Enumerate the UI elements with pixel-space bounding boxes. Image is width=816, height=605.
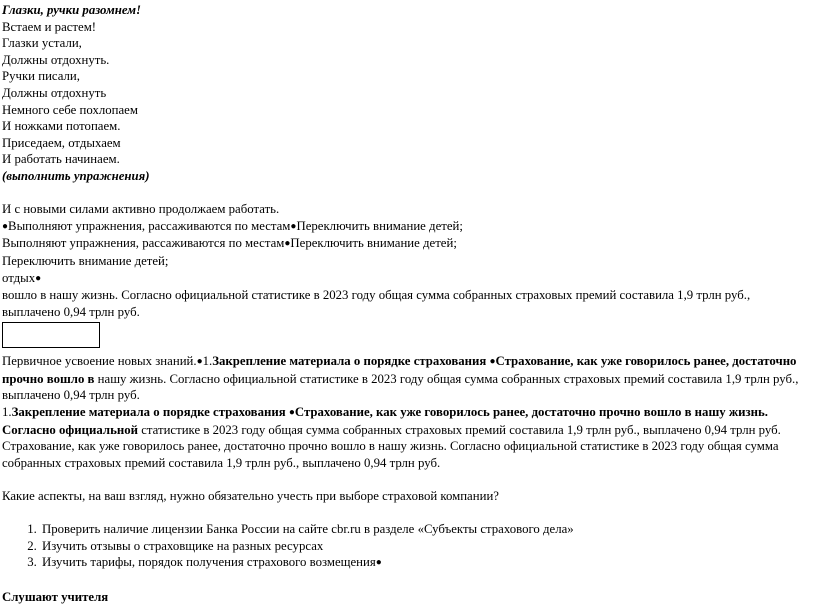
blank-line: [2, 572, 810, 589]
primary-paragraph: [2, 353, 810, 404]
list-item-text: Изучить тарифы, порядок получения страхового возмещения: [42, 555, 376, 570]
poem-line: Немного себе похлопаем: [2, 102, 138, 117]
blank-line: [2, 185, 810, 202]
poem-line: И работать начинаем.: [2, 152, 120, 167]
bullet-icon: ●: [196, 356, 203, 368]
mixed-text-a: Выполняют упражнения, рассаживаются по местам: [2, 236, 285, 251]
poem-line: Приседаем, отдыхаем: [2, 135, 121, 150]
blank-line: [2, 471, 810, 488]
list-item: [40, 554, 810, 572]
consolidation-num: 1.: [2, 405, 12, 420]
bullet-icon: ●: [375, 557, 382, 569]
consolidation-bold-1: Закрепление материала о порядке страхования: [11, 405, 289, 420]
listen-teacher: Слушают учителя: [2, 589, 109, 604]
consolidation-paragraph: [2, 404, 810, 438]
poem-title: Глазки, ручки разомнем!: [2, 3, 141, 17]
question-text: Какие аспекты, на ваш взгляд, нужно обязательно учесть при выборе страховой компании?: [2, 489, 499, 504]
primary-intro: Первичное усвоение новых знаний.: [2, 354, 197, 369]
fragment-paragraph: вошло в нашу жизнь. Согласно официальной статистике в 2023 году общая сумма собранных страховых премий составила 1,9 трлн руб., выплачено 0,94 трлн руб.: [2, 288, 751, 319]
empty-frame-box: [2, 322, 100, 348]
poem-line: Должны отдохнуть.: [2, 52, 110, 67]
consolidation-bold-2: Страхование, как уже говорилось ранее, достаточно прочно вошло в нашу жизнь. Согласно официальной: [2, 405, 768, 437]
bullet-icon: ●: [489, 356, 496, 368]
bullet-icon: ●: [2, 220, 9, 232]
primary-num: 1.: [202, 354, 213, 369]
aspects-list: [2, 521, 810, 572]
consolidation-rest: статистике в 2023 году общая сумма собранных страховых премий составила 1,9 трлн руб., выплачено 0,94 трлн руб.: [138, 422, 781, 437]
bullet-icon: ●: [288, 407, 295, 419]
poem-line: Глазки устали,: [2, 36, 82, 51]
rest-text: отдых: [2, 270, 36, 285]
poem-note: (выполнить упражнения): [2, 168, 150, 183]
poem-line: Должны отдохнуть: [2, 85, 107, 100]
mixed-text-b: Переключить внимание детей;: [296, 218, 463, 233]
mixed-line-2: [2, 235, 810, 253]
insurance-paragraph: Страхование, как уже говорилось ранее, достаточно прочно вошло в нашу жизнь. Согласно официальной статистике в 2023 году общая сумма собранных страховых премий составила 1,9 трлн руб., выплачено 0,94 трлн руб.: [2, 439, 779, 470]
bullet-icon: ●: [290, 220, 297, 232]
primary-rest: нашу жизнь. Согласно официальной статистике в 2023 году общая сумма собранных страховых премий составила 1,9 трлн руб., выплачено 0,94 трлн руб.: [2, 371, 799, 403]
rest-line: [2, 270, 810, 288]
poem-line: Ручки писали,: [2, 69, 80, 84]
primary-bold-2: Страхование, как уже говорилось ранее, достаточно прочно вошло в: [2, 354, 797, 386]
bullet-icon: ●: [284, 238, 291, 250]
mixed-text-a: Выполняют упражнения, рассаживаются по местам: [8, 218, 291, 233]
switch-attention: Переключить внимание детей;: [2, 253, 169, 268]
mixed-line-1: [2, 218, 810, 236]
document-page: [2, 2, 810, 605]
primary-bold-1: Закрепление материала о порядке страхования: [212, 354, 490, 369]
bullet-icon: ●: [35, 272, 42, 284]
blank-line: [2, 505, 810, 522]
list-item: 2. Изучить отзывы о страховщике на разных ресурсах: [40, 538, 810, 555]
list-item: 1. Проверить наличие лицензии Банка России на сайте cbr.ru в разделе «Субъекты страхового дела»: [40, 521, 810, 538]
mixed-text-b: Переключить внимание детей;: [290, 236, 457, 251]
poem-line: Встаем и растем!: [2, 19, 97, 34]
continue-text: И с новыми силами активно продолжаем работать.: [2, 202, 280, 217]
poem-line: И ножками потопаем.: [2, 119, 121, 134]
